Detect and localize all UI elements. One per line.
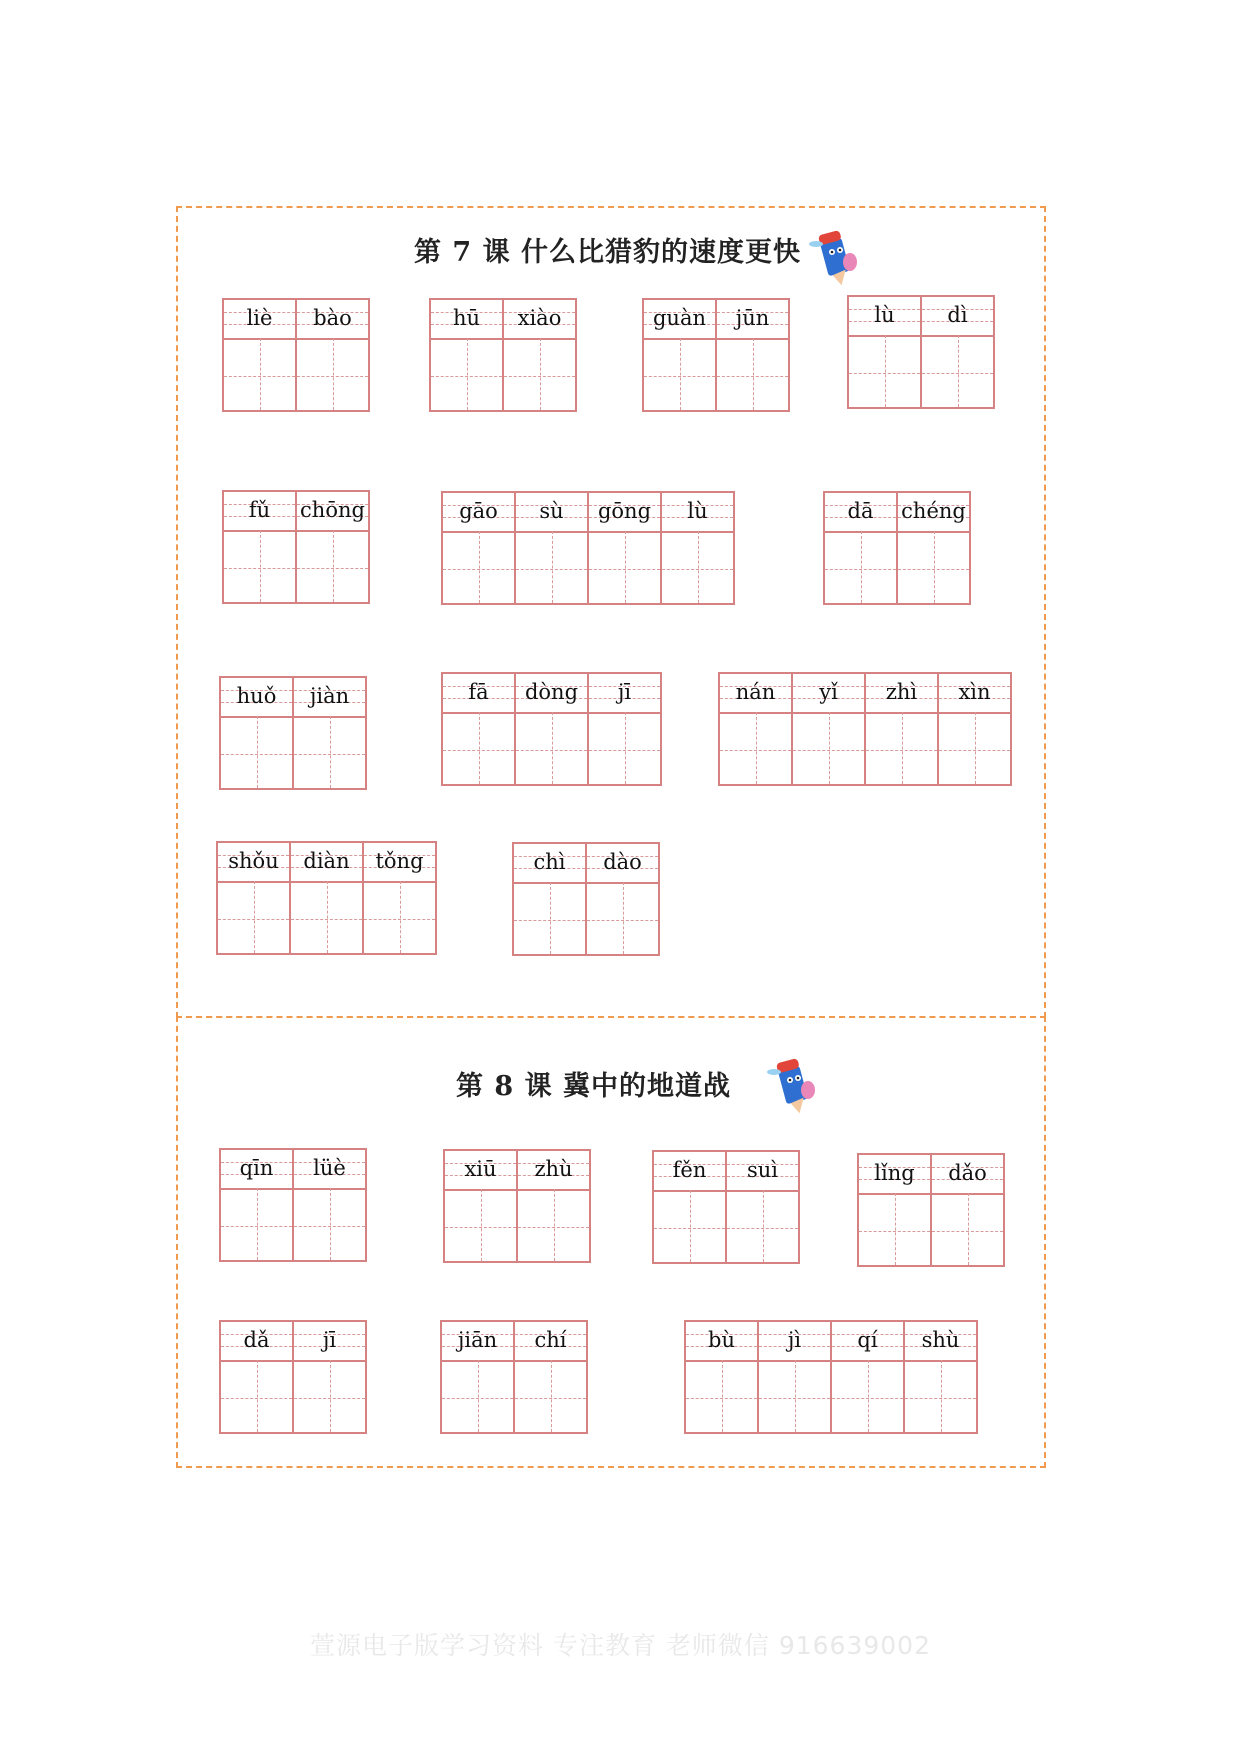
writing-cell <box>295 298 370 412</box>
writing-cell <box>930 1153 1005 1267</box>
writing-cell <box>362 841 437 955</box>
pinyin-area <box>442 1322 513 1362</box>
writing-cell <box>514 672 589 786</box>
word-box <box>718 672 1018 786</box>
word-box <box>857 1153 1007 1267</box>
pinyin-label: shǒu <box>228 849 279 873</box>
word-box <box>440 1320 590 1434</box>
writing-cell <box>718 672 793 786</box>
pinyin-label: dǎo <box>948 1161 987 1185</box>
pinyin-label: jì <box>787 1328 802 1352</box>
pinyin-area <box>516 674 587 714</box>
writing-cell <box>920 295 995 409</box>
pinyin-area <box>866 674 937 714</box>
pinyin-label: fǔ <box>248 498 271 522</box>
word-box <box>684 1320 984 1434</box>
pinyin-area <box>832 1322 903 1362</box>
pinyin-label: fā <box>468 680 489 704</box>
writing-cell <box>587 672 662 786</box>
pinyin-area <box>445 1151 516 1191</box>
writing-cell <box>429 298 504 412</box>
pinyin-label: lù <box>687 499 708 523</box>
pinyin-label: chéng <box>901 499 966 523</box>
pinyin-area <box>644 300 715 340</box>
lesson-8-title: 第 8 课 冀中的地道战 <box>456 1071 731 1102</box>
pinyin-area <box>825 493 896 533</box>
writing-cell <box>219 676 294 790</box>
writing-cell <box>830 1320 905 1434</box>
pinyin-area <box>686 1322 757 1362</box>
pinyin-label: qīn <box>239 1156 274 1180</box>
word-box <box>441 672 666 786</box>
pinyin-area <box>297 300 368 340</box>
word-box <box>642 298 792 412</box>
pinyin-label: hū <box>452 306 481 330</box>
pinyin-label: huǒ <box>236 684 277 708</box>
writing-cell <box>660 491 735 605</box>
word-box <box>512 842 662 956</box>
pinyin-area <box>514 844 585 884</box>
writing-cell <box>513 1320 588 1434</box>
word-box <box>219 676 369 790</box>
pinyin-label: zhù <box>534 1157 573 1181</box>
pinyin-label: jūn <box>735 306 770 330</box>
pinyin-label: jiān <box>457 1328 498 1352</box>
writing-cell <box>441 672 516 786</box>
lesson-7-title: 第 7 课 什么比猎豹的速度更快 <box>414 237 801 268</box>
pinyin-label: jī <box>617 680 632 704</box>
pinyin-label: suì <box>746 1158 779 1182</box>
writing-cell <box>216 841 291 955</box>
writing-cell <box>295 490 370 604</box>
pinyin-label: xiào <box>517 306 562 330</box>
pinyin-label: diàn <box>303 849 350 873</box>
pinyin-label: lüè <box>313 1156 346 1180</box>
writing-cell <box>823 491 898 605</box>
pinyin-area <box>759 1322 830 1362</box>
pinyin-area <box>443 493 514 533</box>
writing-cell <box>715 298 790 412</box>
pinyin-area <box>849 297 920 337</box>
pinyin-label: shù <box>921 1328 960 1352</box>
writing-cell <box>441 491 516 605</box>
watermark: 萱源电子版学习资料 专注教育 老师微信 916639002 <box>310 1631 931 1660</box>
pinyin-label: tǒng <box>375 849 424 873</box>
writing-cell <box>289 841 364 955</box>
pinyin-label: zhì <box>885 680 918 704</box>
pinyin-label: chì <box>533 850 566 874</box>
writing-cell <box>219 1148 294 1262</box>
writing-cell <box>652 1150 727 1264</box>
pinyin-area <box>443 674 514 714</box>
pinyin-label: qí <box>857 1328 878 1352</box>
pinyin-label: dì <box>947 303 968 327</box>
word-box <box>219 1148 369 1262</box>
pinyin-label: jiàn <box>309 684 350 708</box>
writing-cell <box>757 1320 832 1434</box>
writing-cell <box>512 842 587 956</box>
pinyin-label: dǎ <box>243 1328 270 1352</box>
pinyin-area <box>717 300 788 340</box>
writing-cell <box>502 298 577 412</box>
writing-cell <box>222 490 297 604</box>
writing-cell <box>292 1320 367 1434</box>
pinyin-area <box>727 1152 798 1192</box>
writing-cell <box>903 1320 978 1434</box>
pinyin-label: xìn <box>958 680 991 704</box>
pinyin-label: jī <box>322 1328 337 1352</box>
pinyin-area <box>297 492 368 532</box>
word-box <box>847 295 997 409</box>
pinyin-area <box>221 1322 292 1362</box>
word-box <box>222 298 372 412</box>
pinyin-area <box>218 843 289 883</box>
pinyin-label: lù <box>874 303 895 327</box>
pinyin-area <box>294 1322 365 1362</box>
writing-cell <box>440 1320 515 1434</box>
pinyin-area <box>294 678 365 718</box>
word-box <box>219 1320 369 1434</box>
pinyin-label: gōng <box>597 499 652 523</box>
word-box <box>652 1150 802 1264</box>
writing-cell <box>864 672 939 786</box>
pinyin-area <box>589 493 660 533</box>
pinyin-area <box>516 493 587 533</box>
pinyin-area <box>224 300 295 340</box>
pinyin-area <box>431 300 502 340</box>
pinyin-area <box>859 1155 930 1195</box>
pinyin-label: gāo <box>459 499 498 523</box>
pinyin-area <box>932 1155 1003 1195</box>
writing-cell <box>684 1320 759 1434</box>
pinyin-label: yǐ <box>819 680 838 704</box>
pinyin-label: liè <box>246 306 273 330</box>
writing-cell <box>222 298 297 412</box>
pinyin-area <box>364 843 435 883</box>
writing-cell <box>516 1149 591 1263</box>
pinyin-area <box>662 493 733 533</box>
word-box <box>222 490 372 604</box>
pinyin-label: lǐng <box>874 1161 915 1185</box>
pinyin-area <box>515 1322 586 1362</box>
writing-cell <box>292 676 367 790</box>
pinyin-area <box>922 297 993 337</box>
pinyin-label: xiū <box>464 1157 497 1181</box>
pinyin-area <box>221 678 292 718</box>
word-box <box>443 1149 593 1263</box>
writing-cell <box>292 1148 367 1262</box>
pinyin-area <box>720 674 791 714</box>
writing-cell <box>514 491 589 605</box>
writing-cell <box>219 1320 294 1434</box>
writing-cell <box>847 295 922 409</box>
pinyin-area <box>518 1151 589 1191</box>
pinyin-label: dā <box>847 499 874 523</box>
pinyin-area <box>654 1152 725 1192</box>
pinyin-label: chí <box>534 1328 567 1352</box>
writing-cell <box>443 1149 518 1263</box>
writing-cell <box>937 672 1012 786</box>
pinyin-label: fěn <box>672 1158 707 1182</box>
writing-cell <box>857 1153 932 1267</box>
pinyin-label: guàn <box>652 306 706 330</box>
pinyin-label: chōng <box>300 498 365 522</box>
pinyin-area <box>939 674 1010 714</box>
word-box <box>823 491 973 605</box>
writing-cell <box>896 491 971 605</box>
pinyin-label: nán <box>735 680 776 704</box>
pinyin-area <box>224 492 295 532</box>
pinyin-area <box>221 1150 292 1190</box>
pinyin-label: dòng <box>524 680 579 704</box>
writing-cell <box>587 491 662 605</box>
pinyin-label: bào <box>313 306 352 330</box>
writing-cell <box>725 1150 800 1264</box>
word-box <box>429 298 579 412</box>
pinyin-label: sù <box>539 499 564 523</box>
pinyin-area <box>294 1150 365 1190</box>
pinyin-area <box>905 1322 976 1362</box>
writing-cell <box>642 298 717 412</box>
pinyin-area <box>587 844 658 884</box>
pencil-mascot-icon <box>764 1054 824 1118</box>
pinyin-label: bù <box>708 1328 735 1352</box>
pencil-mascot-icon <box>806 226 866 290</box>
writing-cell <box>791 672 866 786</box>
pinyin-area <box>589 674 660 714</box>
pinyin-label: dào <box>603 850 642 874</box>
pinyin-area <box>793 674 864 714</box>
pinyin-area <box>898 493 969 533</box>
word-box <box>441 491 741 605</box>
pinyin-area <box>504 300 575 340</box>
pinyin-area <box>291 843 362 883</box>
word-box <box>216 841 441 955</box>
writing-cell <box>585 842 660 956</box>
